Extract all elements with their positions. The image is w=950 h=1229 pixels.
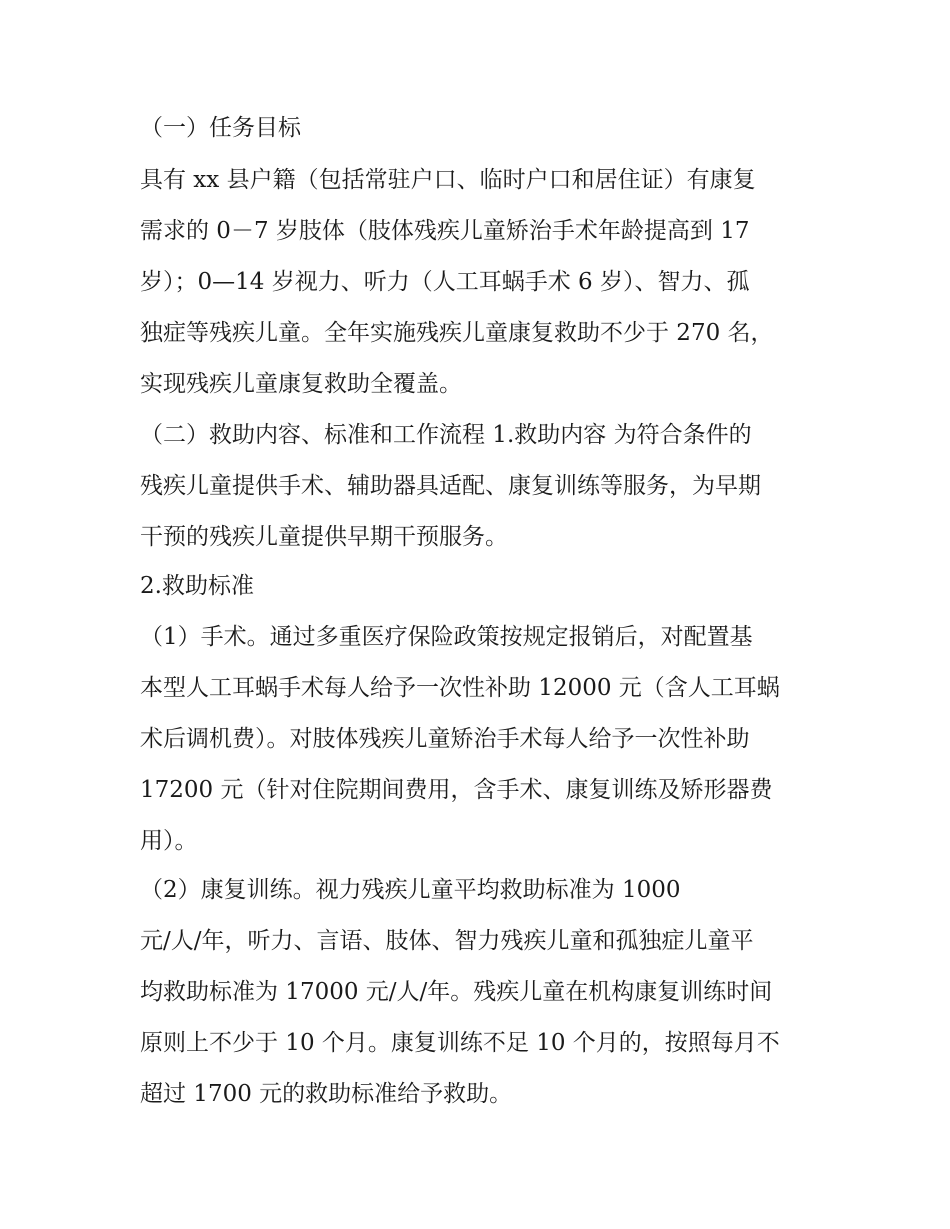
paragraph-line: 实现残疾儿童康复救助全覆盖。 xyxy=(140,371,462,397)
section-heading-task-goals: （一）任务目标 xyxy=(140,115,301,141)
paragraph-line: 原则上不少于 10 个月。康复训练不足 10 个月的，按照每月不 xyxy=(140,1030,780,1056)
paragraph-line: （2）康复训练。视力残疾儿童平均救助标准为 1000 xyxy=(140,877,681,903)
paragraph-line: 本型人工耳蜗手术每人给予一次性补助 12000 元（含人工耳蜗 xyxy=(140,675,780,701)
paragraph-line: 用）。 xyxy=(140,828,198,854)
paragraph-line: 超过 1700 元的救助标准给予救助。 xyxy=(140,1081,513,1107)
paragraph-line: 干预的残疾儿童提供早期干预服务。 xyxy=(140,524,508,550)
paragraph-line: 具有 xx 县户籍（包括常驻户口、临时户口和居住证）有康复 xyxy=(140,167,756,193)
section-heading-content-standards: （二）救助内容、标准和工作流程 1.救助内容 为符合条件的 xyxy=(140,422,752,448)
paragraph-line: 17200 元（针对住院期间费用，含手术、康复训练及矫形器费 xyxy=(140,777,773,803)
paragraph-line: 残疾儿童提供手术、辅助器具适配、康复训练等服务，为早期 xyxy=(140,473,761,499)
paragraph-line: 均救助标准为 17000 元/人/年。残疾儿童在机构康复训练时间 xyxy=(140,979,773,1005)
subheading-assistance-standards: 2.救助标准 xyxy=(140,573,254,599)
paragraph-line: 需求的 0－7 岁肢体（肢体残疾儿童矫治手术年龄提高到 17 xyxy=(140,218,750,244)
paragraph-line: 元/人/年，听力、言语、肢体、智力残疾儿童和孤独症儿童平 xyxy=(140,928,754,954)
paragraph-line: 术后调机费）。对肢体残疾儿童矫治手术每人给予一次性补助 xyxy=(140,726,750,752)
paragraph-line: 独症等残疾儿童。全年实施残疾儿童康复救助不少于 270 名， xyxy=(140,320,774,346)
paragraph-line: 岁）；0—14 岁视力、听力（人工耳蜗手术 6 岁）、智力、孤 xyxy=(140,269,750,295)
paragraph-line: （1）手术。通过多重医疗保险政策按规定报销后，对配置基 xyxy=(140,624,753,650)
